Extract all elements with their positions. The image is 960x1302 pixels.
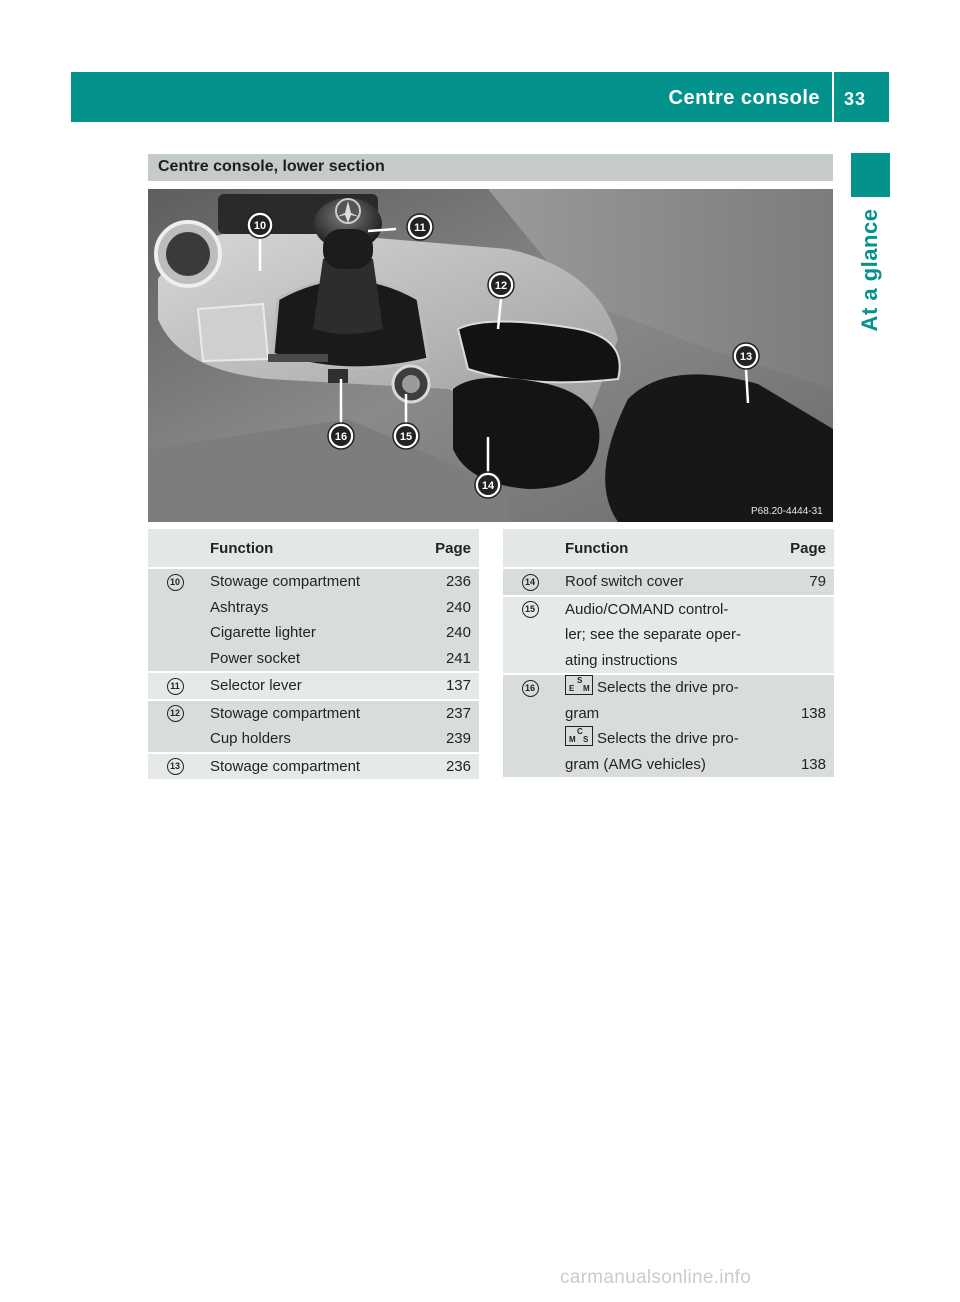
page-reference: 240 [445,624,471,641]
svg-text:14: 14 [481,480,495,492]
function-table-right [503,529,834,779]
running-header-title: Centre console [668,87,820,109]
page-reference: 239 [445,730,471,747]
svg-text:15: 15 [399,431,413,443]
section-title: Centre console, lower section [158,158,385,175]
callout-13 [733,343,759,369]
function-text: Power socket [210,649,301,667]
function-text: Ashtrays [210,598,269,616]
item-number-badge: 13 [167,758,184,775]
page-number: 33 [844,89,867,109]
header-divider [832,72,834,122]
table-row-15 [503,596,834,675]
item-number-badge: 14 [522,574,539,591]
item-number-badge: 12 [167,705,184,722]
column-header-function: Function [557,529,773,568]
drive-program-c-m-s-icon: C M S [565,726,593,746]
table-row-11 [148,672,479,700]
function-text: gram [565,704,600,722]
page-reference: 236 [445,573,471,590]
page-reference: 241 [445,649,471,667]
function-text: ler; see the separate oper- [565,626,741,643]
column-header-page: Page [773,529,834,568]
centre-console-photo [148,189,833,522]
item-number-badge: 15 [522,601,539,618]
item-number-badge: 11 [167,678,184,695]
table-header-row [503,529,834,568]
callout-15 [393,423,419,449]
svg-text:16: 16 [334,431,348,443]
function-text: ating instructions [565,651,678,669]
function-text: Selector lever [210,677,302,694]
function-text: Stowage compartment [210,757,361,775]
function-text: Roof switch cover [565,573,684,590]
function-text: Selects the drive pro- [597,730,739,747]
figure-reference-code: P68.20-4444-31 [751,506,823,517]
page-reference: 137 [445,677,471,694]
function-text: Stowage compartment [210,573,361,590]
table-row-13 [148,753,479,781]
table-row-10 [148,568,479,672]
drive-program-s-e-m-icon: S E M [565,675,593,695]
page-reference: 237 [445,704,471,722]
page-reference [781,597,826,623]
function-text: Audio/COMAND control- [565,600,729,618]
chapter-tab-marker [851,153,890,197]
column-header-page: Page [418,529,479,568]
page-reference: 79 [809,573,826,590]
callout-11 [407,214,433,240]
svg-text:13: 13 [739,351,753,363]
table-header-row [148,529,479,568]
function-text: Selects the drive pro- [597,679,739,696]
watermark-text: carmanualsonline.info [560,1267,752,1288]
function-text: Cup holders [210,730,291,747]
svg-text:12: 12 [494,280,508,292]
callout-14 [475,472,501,498]
page-reference: 138 [800,755,826,773]
callout-16 [328,423,354,449]
table-row-16 [503,674,834,778]
item-number-badge: 10 [167,574,184,591]
item-number-badge: 16 [522,680,539,697]
page-reference: 138 [800,704,826,722]
svg-text:11: 11 [414,222,426,234]
function-table-left [148,529,479,781]
page-reference: 236 [445,757,471,775]
function-text: gram (AMG vehicles) [565,755,706,773]
callout-12 [488,272,514,298]
callout-10 [247,212,273,238]
table-row-14 [503,568,834,596]
function-text: Stowage compartment [210,704,361,722]
function-text: Cigarette lighter [210,624,316,641]
svg-text:10: 10 [253,220,267,232]
table-row-12 [148,700,479,753]
column-header-function: Function [202,529,418,568]
page-reference: 240 [445,598,471,616]
